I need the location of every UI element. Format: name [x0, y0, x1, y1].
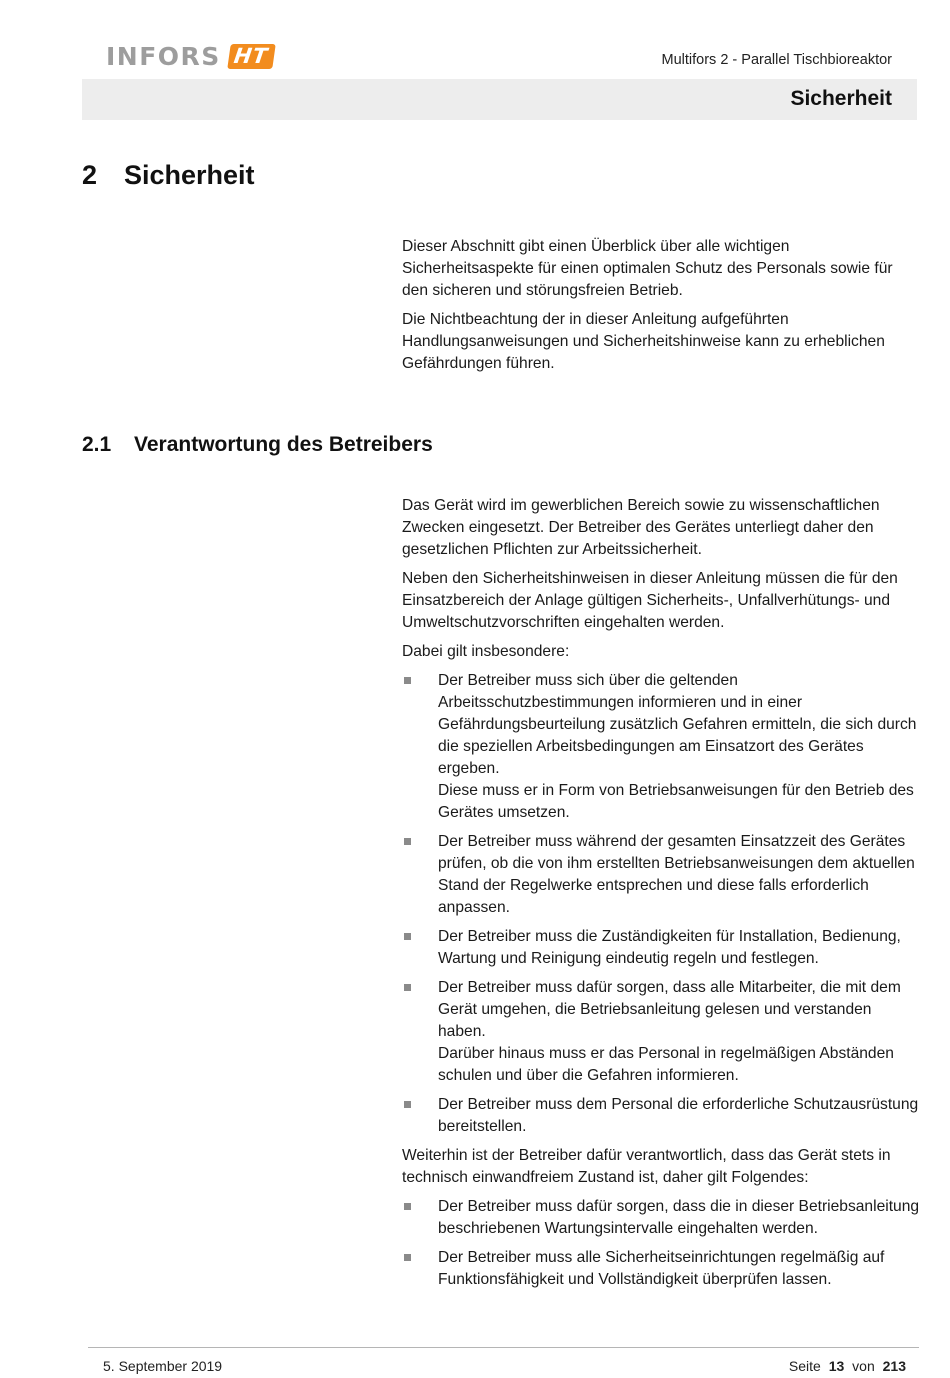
bullet-text: Der Betreiber muss dem Personal die erforderliche Schutzausrüstung bereitstellen.	[438, 1096, 919, 1135]
section-heading	[82, 160, 255, 191]
subsection-number: 2.1	[82, 433, 112, 456]
header-bar	[82, 79, 917, 120]
bullet-text: Der Betreiber muss während der gesamten Einsatzzeit des Gerätes prüfen, ob die von ihm erstellten Betriebsanweisungen dem aktuellen Stand der Regelwerke entsprechen und diese falls erforderlich anpassen.	[438, 833, 915, 916]
footer-divider	[88, 1347, 919, 1348]
page-current: 13	[828, 1358, 845, 1374]
logo-mark: HT	[227, 44, 275, 69]
page-total: 213	[882, 1358, 906, 1374]
footer-page-number	[789, 1358, 906, 1374]
page-sep: von	[852, 1358, 875, 1374]
bullet-item	[402, 926, 922, 970]
body-paragraph: Weiterhin ist der Betreiber dafür verantwortlich, dass das Gerät stets in technisch einwandfreiem Zustand ist, daher gilt Folgendes:	[402, 1147, 891, 1186]
section-intro	[402, 236, 922, 382]
section-title: Sicherheit	[124, 160, 255, 190]
page-prefix: Seite	[788, 1358, 821, 1374]
footer-date: 5. September 2019	[103, 1358, 223, 1374]
subsection-body	[402, 495, 922, 1298]
intro-paragraph: Dieser Abschnitt gibt einen Überblick über alle wichtigen Sicherheitsaspekte für einen optimalen Schutz des Personals sowie für den sicheren und störungsfreien Betrieb.	[402, 238, 893, 299]
body-paragraph: Neben den Sicherheitshinweisen in dieser Anleitung müssen die für den Einsatzbereich der Anlage gültigen Sicherheits-, Unfallverhütungs- und Umweltschutzvorschriften eingehalten werden.	[402, 570, 898, 631]
bullet-continuation: Diese muss er in Form von Betriebsanweisungen für den Betrieb des Gerätes umsetzen.	[438, 782, 914, 821]
infors-ht-logo	[106, 40, 274, 72]
bullet-continuation: Darüber hinaus muss er das Personal in regelmäßigen Abständen schulen und über die Gefahren informieren.	[438, 1045, 894, 1084]
bullet-item	[402, 670, 922, 824]
body-paragraph: Dabei gilt insbesondere:	[402, 643, 570, 660]
intro-paragraph: Die Nichtbeachtung der in dieser Anleitung aufgeführten Handlungsanweisungen und Sicherheitshinweise kann zu erheblichen Gefährdungen führen.	[402, 311, 885, 372]
document-title: Multifors 2 - Parallel Tischbioreaktor	[661, 52, 892, 68]
bullet-text: Der Betreiber muss alle Sicherheitseinrichtungen regelmäßig auf Funktionsfähigkeit und Vollständigkeit überprüfen lassen.	[438, 1249, 885, 1288]
bullet-item	[402, 1094, 922, 1138]
bullet-text: Der Betreiber muss sich über die geltenden Arbeitsschutzbestimmungen informieren und in einer Gefährdungsbeurteilung zusätzlich Gefahren ermitteln, die sich durch die speziellen Arbeitsbedingungen am Einsatzort des Gerätes ergeben.	[438, 672, 917, 777]
subsection-title: Verantwortung des Betreibers	[134, 433, 433, 456]
bullet-text: Der Betreiber muss dafür sorgen, dass die in dieser Betriebsanleitung beschriebenen Wartungsintervalle eingehalten werden.	[438, 1198, 920, 1237]
section-number: 2	[82, 160, 98, 190]
bullet-item	[402, 831, 922, 919]
header-section-title: Sicherheit	[790, 87, 892, 110]
subsection-heading	[82, 433, 433, 457]
body-paragraph: Das Gerät wird im gewerblichen Bereich sowie zu wissenschaftlichen Zwecken eingesetzt. Der Betreiber des Gerätes unterliegt daher den gesetzlichen Pflichten zur Arbeitssicherheit.	[402, 497, 880, 558]
logo-text: INFORS	[106, 41, 221, 71]
bullet-text: Der Betreiber muss die Zuständigkeiten für Installation, Bedienung, Wartung und Reinigung eindeutig regeln und festlegen.	[438, 928, 901, 967]
bullet-text: Der Betreiber muss dafür sorgen, dass alle Mitarbeiter, die mit dem Gerät umgehen, die Betriebsanleitung gelesen und verstanden haben.	[438, 979, 901, 1040]
bullet-item	[402, 1196, 922, 1240]
bullet-item	[402, 1247, 922, 1291]
bullet-item	[402, 977, 922, 1087]
